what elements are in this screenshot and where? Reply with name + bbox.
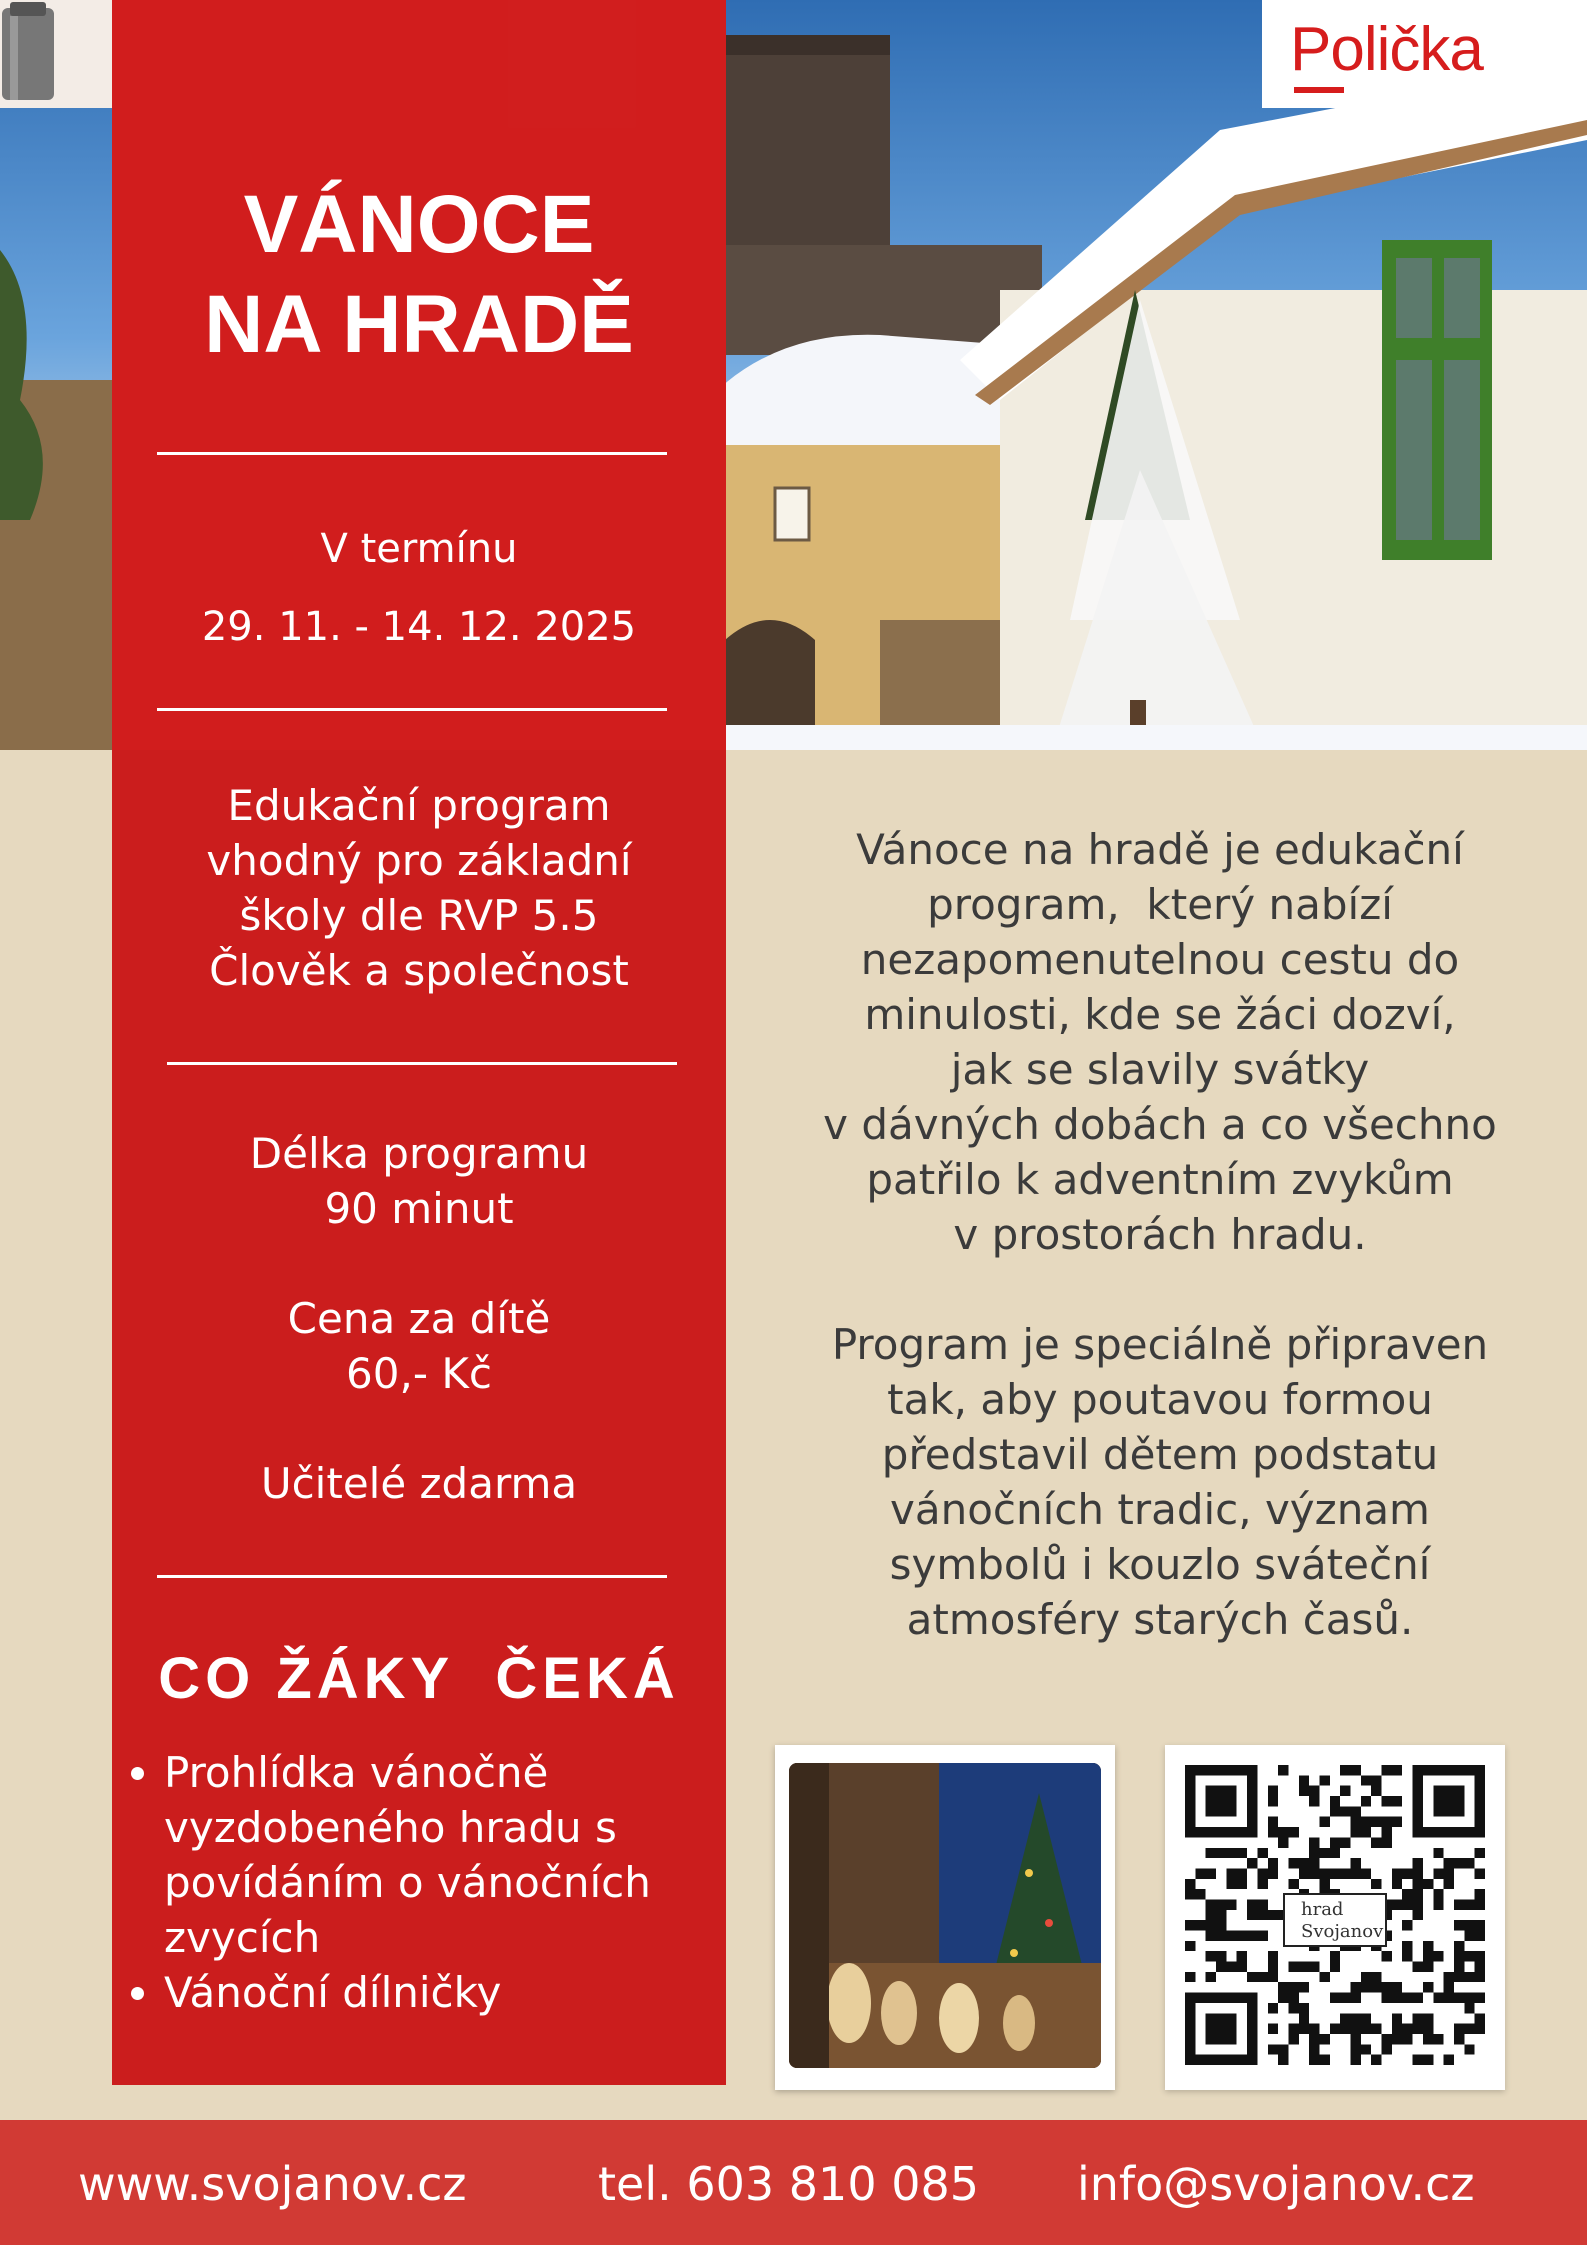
qr-badge-line1: hrad <box>1301 1899 1344 1920</box>
desc-line: představil dětem podstatu <box>881 1430 1439 1479</box>
dates-label: V termínu <box>320 526 518 572</box>
program-description <box>112 778 726 998</box>
qr-badge-line2: Svojanov <box>1301 1921 1384 1942</box>
title-line2: NA HRADĚ <box>204 279 634 370</box>
desc-line: vánočních tradic, význam <box>890 1485 1430 1534</box>
desc-line: nezapomenutelnou cestu do <box>860 935 1460 984</box>
divider-3 <box>167 1062 677 1065</box>
desc-line: atmosféry starých časů. <box>906 1595 1414 1644</box>
qr-code[interactable] <box>1165 1745 1505 2090</box>
divider-1 <box>157 452 667 455</box>
desc-line: program, který nabízí <box>927 880 1393 929</box>
desc-line: jak se slavily svátky <box>950 1045 1370 1094</box>
details-block <box>112 1126 726 1511</box>
footer <box>0 2120 1587 2245</box>
program-line: školy dle RVP 5.5 <box>239 891 599 940</box>
email-link[interactable]: info@svojanov.cz <box>1077 2157 1475 2211</box>
program-line: Edukační program <box>227 781 611 830</box>
website-link[interactable]: www.svojanov.cz <box>78 2157 467 2211</box>
list-item: • Prohlídka vánočně vyzdobeného hradu s povídáním o vánočních zvycích <box>164 1745 704 1965</box>
red-panel <box>112 0 726 2085</box>
duration-label: Délka programu <box>249 1129 589 1178</box>
castle-tower-icon <box>0 0 56 100</box>
nativity-scene-illustration <box>789 1763 1101 2068</box>
desc-line: patřilo k adventním zvykům <box>866 1155 1454 1204</box>
description-paragraph-1 <box>740 822 1580 1262</box>
price-value: 60,- Kč <box>346 1349 492 1398</box>
program-line: vhodný pro základní <box>206 836 632 885</box>
desc-line: Vánoce na hradě je edukační <box>856 825 1464 874</box>
desc-line: Program je speciálně připraven <box>831 1320 1489 1369</box>
phone-link[interactable]: tel. 603 810 085 <box>598 2157 980 2211</box>
program-line: Člověk a společnost <box>209 946 629 995</box>
price-label: Cena za dítě <box>287 1294 551 1343</box>
list-item: • Vánoční dílničky <box>164 1965 704 2020</box>
dates-block <box>112 510 726 666</box>
nativity-photo <box>775 1745 1115 2090</box>
divider-2 <box>157 708 667 711</box>
duration-value: 90 minut <box>324 1184 514 1233</box>
logo-policka <box>1262 0 1587 108</box>
page-title <box>112 175 726 375</box>
teachers-free: Učitelé zdarma <box>260 1459 578 1508</box>
policka-text: Polička <box>1290 15 1483 84</box>
desc-line: v prostorách hradu. <box>953 1210 1367 1259</box>
divider-4 <box>157 1575 667 1578</box>
policka-underscore <box>1294 87 1344 93</box>
bullet-list <box>104 1745 704 2020</box>
desc-line: tak, aby poutavou formou <box>887 1375 1433 1424</box>
dates-range: 29. 11. - 14. 12. 2025 <box>201 604 637 650</box>
qr-badge <box>1283 1893 1387 1947</box>
nativity-photo-image <box>789 1763 1101 2068</box>
description-text <box>740 822 1580 1647</box>
desc-line: minulosti, kde se žáci dozví, <box>864 990 1456 1039</box>
desc-line: v dávných dobách a co všechno <box>823 1100 1497 1149</box>
desc-line: symbolů i kouzlo sváteční <box>889 1540 1431 1589</box>
description-paragraph-2 <box>740 1317 1580 1647</box>
section-heading: CO ŽÁKY ČEKÁ <box>158 1646 680 1711</box>
title-line1: VÁNOCE <box>243 179 595 270</box>
